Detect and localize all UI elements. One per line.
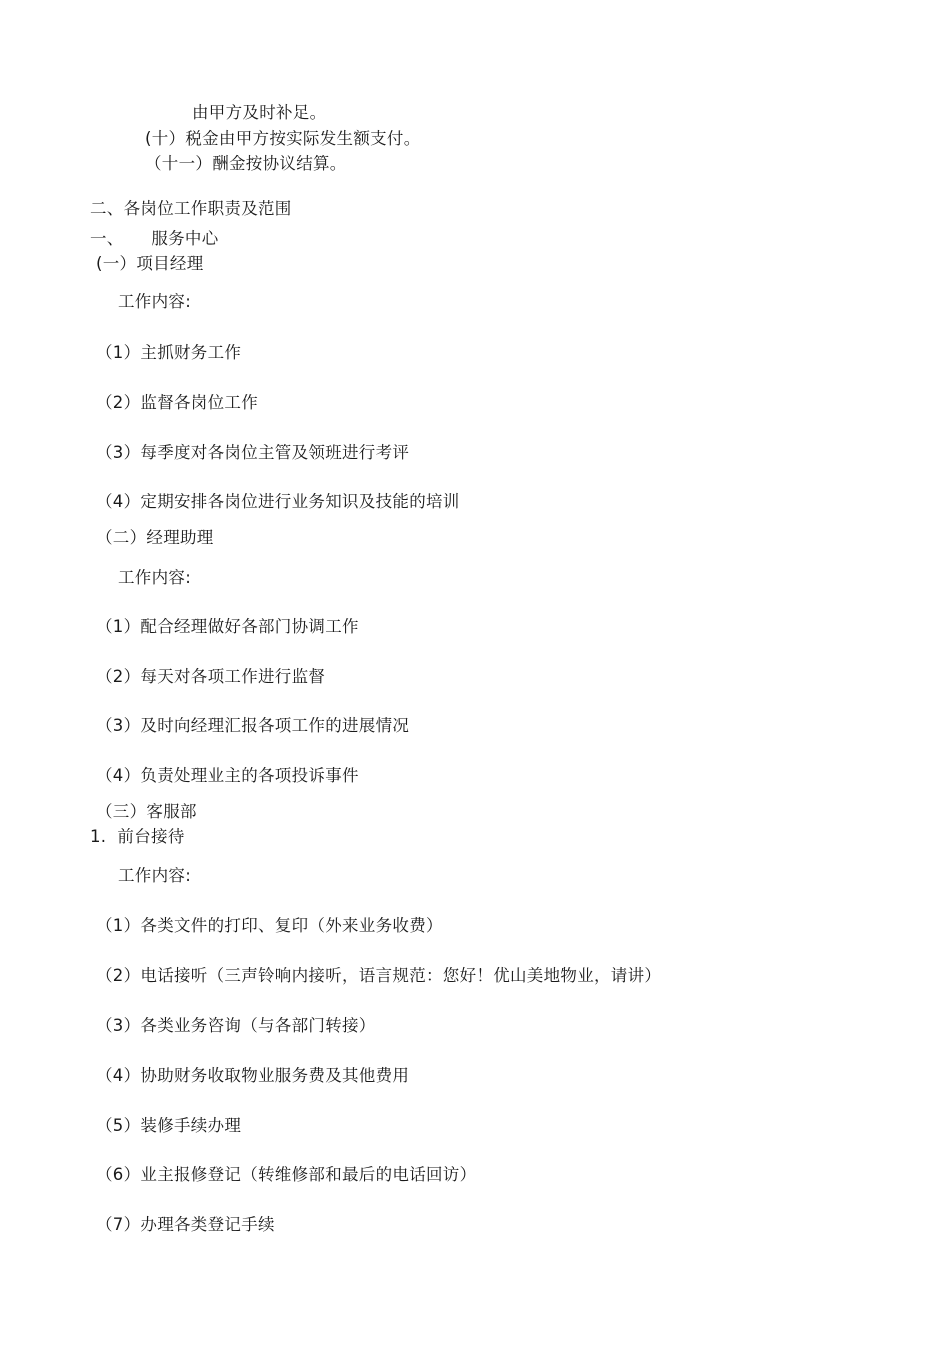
subsection-heading: 一、 服务中心: [90, 229, 219, 248]
text-line: 由甲方及时补足。: [192, 103, 327, 122]
sub-role-heading: 1. 前台接待: [90, 827, 185, 846]
role-heading: （二）经理助理: [96, 528, 214, 547]
list-item: （4）负责处理业主的各项投诉事件: [96, 766, 359, 785]
list-item: （1）配合经理做好各部门协调工作: [96, 617, 359, 636]
list-item: （1）主抓财务工作: [96, 343, 242, 362]
list-item: （1）各类文件的打印、复印（外来业务收费）: [96, 916, 443, 935]
list-item: （3）每季度对各岗位主管及领班进行考评: [96, 443, 410, 462]
list-item: （5）装修手续办理: [96, 1116, 242, 1135]
text-line: (十）税金由甲方按实际发生额支付。: [145, 129, 421, 148]
role-heading: （三）客服部: [96, 802, 197, 821]
work-content-label: 工作内容:: [118, 866, 192, 885]
list-item: （7）办理各类登记手续: [96, 1215, 275, 1234]
text-line: （十一）酬金按协议结算。: [145, 154, 347, 173]
role-heading: (一）项目经理: [96, 254, 204, 273]
list-item: （4）定期安排各岗位进行业务知识及技能的培训: [96, 492, 460, 511]
list-item: （2）监督各岗位工作: [96, 393, 258, 412]
section-heading: 二、各岗位工作职责及范围: [90, 199, 292, 218]
list-item: （2）每天对各项工作进行监督: [96, 667, 326, 686]
list-item: （6）业主报修登记（转维修部和最后的电话回访）: [96, 1165, 477, 1184]
work-content-label: 工作内容:: [118, 568, 192, 587]
list-item: （2）电话接听（三声铃响内接听，语言规范：您好！优山美地物业，请讲）: [96, 966, 662, 985]
list-item: （4）协助财务收取物业服务费及其他费用: [96, 1066, 410, 1085]
list-item: （3）各类业务咨询（与各部门转接）: [96, 1016, 376, 1035]
list-item: （3）及时向经理汇报各项工作的进展情况: [96, 716, 410, 735]
work-content-label: 工作内容:: [118, 292, 192, 311]
